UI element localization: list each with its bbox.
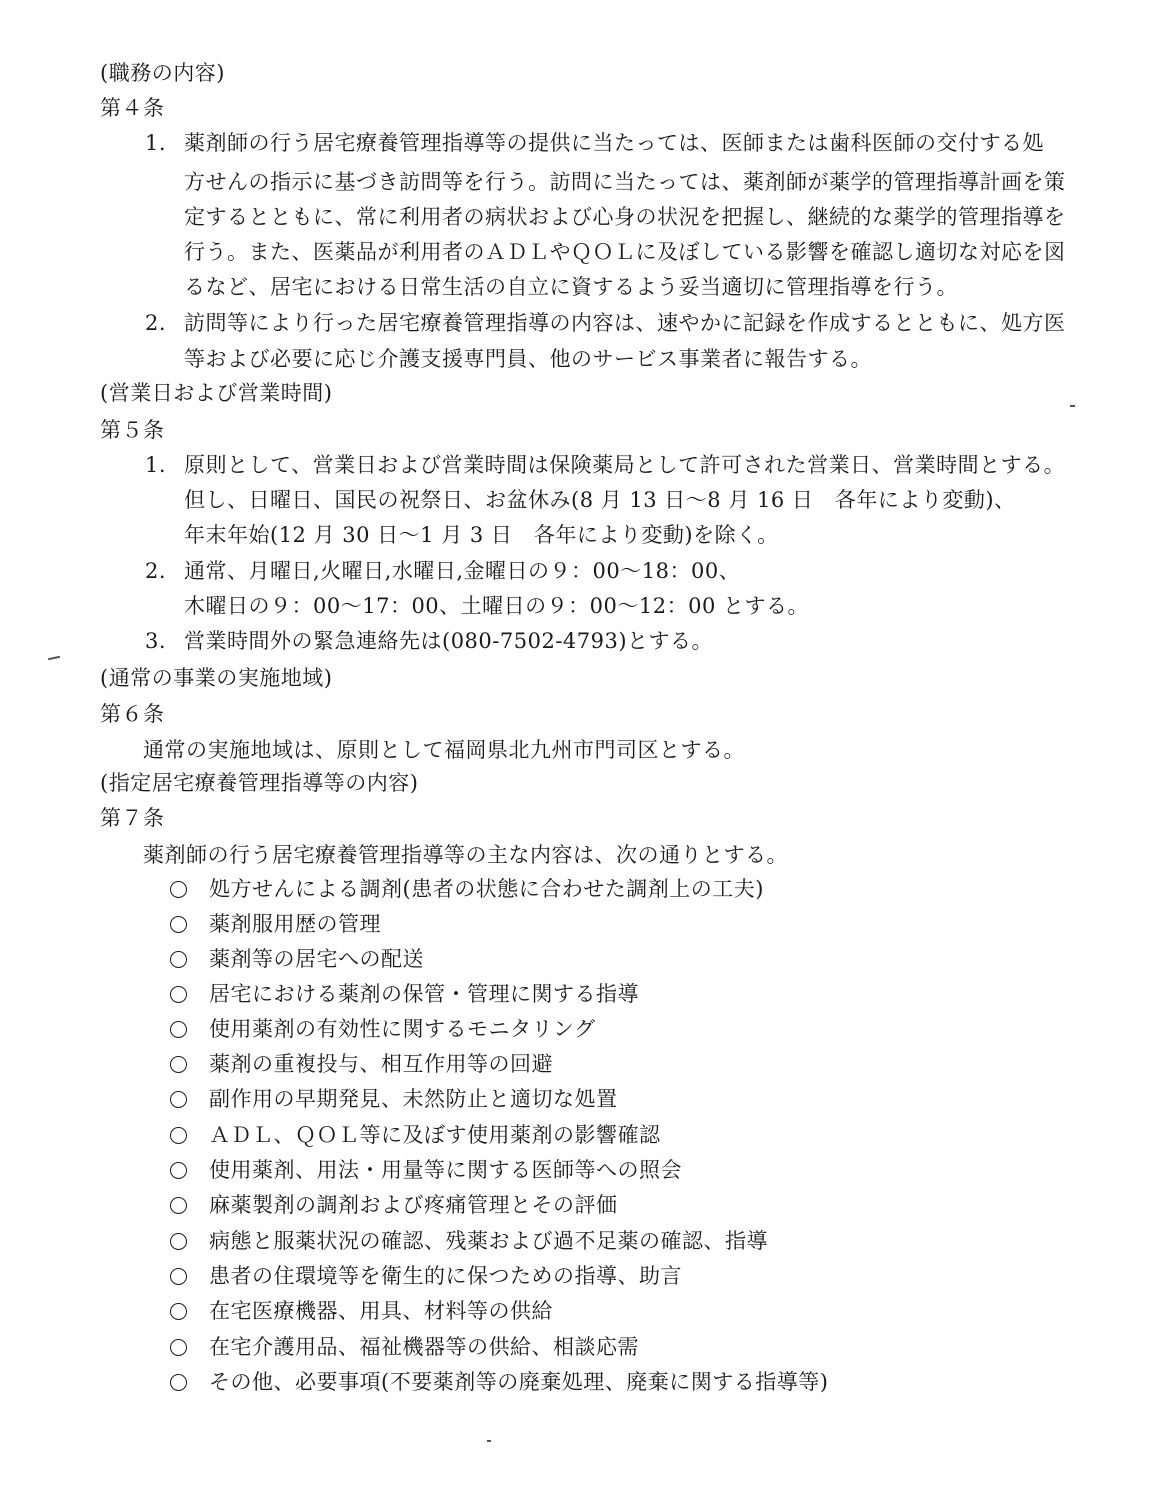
circle-bullet-icon [170, 881, 187, 898]
circle-bullet-icon [170, 986, 187, 1003]
article5-heading: (営業日および営業時間) [100, 381, 333, 405]
list-item: 使用薬剤の有効性に関するモニタリング [209, 1017, 596, 1041]
article4-item1-line1: 薬剤師の行う居宅療養管理指導等の提供に当たっては、医師または歯科医師の交付する処 [184, 131, 1044, 155]
circle-bullet-icon [170, 1303, 187, 1320]
list-item: ＡＤＬ、ＱＯＬ等に及ぼす使用薬剤の影響確認 [209, 1123, 661, 1147]
list-item: 副作用の早期発見、未然防止と適切な処置 [209, 1087, 618, 1111]
list-item: 使用薬剤、用法・用量等に関する医師等への照会 [209, 1158, 682, 1182]
scan-speck [48, 656, 60, 660]
list-item: 在宅介護用品、福祉機器等の供給、相談応需 [209, 1335, 639, 1359]
article4-number: 第４条 [100, 96, 165, 120]
article4-item2-number: 2. [145, 311, 167, 335]
article5-item2-line2: 木曜日の９：00～17：00、土曜日の９：00～12：00 とする。 [184, 594, 810, 618]
article5-item2-number: 2. [145, 559, 167, 583]
article4-item2-line1: 訪問等により行った居宅療養管理指導の内容は、速やかに記録を作成するとともに、処方医 [184, 311, 1066, 335]
article5-item1-line3: 年末年始(12 月 30 日～1 月 3 日 各年により変動)を除く。 [184, 523, 779, 547]
article7-heading: (指定居宅療養管理指導等の内容) [100, 771, 419, 795]
circle-bullet-icon [170, 916, 187, 933]
list-item: 薬剤の重複投与、相互作用等の回避 [209, 1052, 553, 1076]
circle-bullet-icon [170, 1233, 187, 1250]
article4-item1-line2: 方せんの指示に基づき訪問等を行う。訪問に当たっては、薬剤師が薬学的管理指導計画を策 [184, 170, 1066, 194]
article6-number: 第６条 [100, 702, 165, 726]
circle-bullet-icon [170, 1268, 187, 1285]
list-item: 在宅医療機器、用具、材料等の供給 [209, 1299, 553, 1323]
article5-item2-line1: 通常、月曜日,火曜日,水曜日,金曜日の９：00～18：00、 [184, 559, 741, 583]
circle-bullet-icon [170, 1021, 187, 1038]
article4-item2-line2: 等および必要に応じ介護支援専門員、他のサービス事業者に報告する。 [184, 347, 872, 371]
circle-bullet-icon [170, 1197, 187, 1214]
article4-item1-number: 1. [145, 131, 167, 155]
article5-item1-line2: 但し、日曜日、国民の祝祭日、お盆休み(8 月 13 日～8 月 16 日 各年により変動)、 [184, 488, 1016, 512]
list-item: 薬剤等の居宅への配送 [209, 947, 424, 971]
article4-item1-line5: るなど、居宅における日常生活の自立に資するよう妥当適切に管理指導を行う。 [184, 275, 958, 299]
article4-item1-line3: 定するとともに、常に利用者の病状および心身の状況を把握し、継続的な薬学的管理指導を [184, 205, 1066, 229]
circle-bullet-icon [170, 1056, 187, 1073]
article6-heading: (通常の事業の実施地域) [100, 666, 333, 690]
article7-intro: 薬剤師の行う居宅療養管理指導等の主な内容は、次の通りとする。 [143, 843, 788, 867]
article7-number: 第７条 [100, 806, 165, 830]
article6-body: 通常の実施地域は、原則として福岡県北九州市門司区とする。 [143, 738, 745, 762]
circle-bullet-icon [170, 1339, 187, 1356]
article4-item1-line4: 行う。また、医薬品が利用者のＡＤＬやＱＯＬに及ぼしている影響を確認し適切な対応を図 [184, 240, 1066, 264]
article5-item3-number: 3. [145, 629, 167, 653]
list-item: その他、必要事項(不要薬剤等の廃棄処理、廃棄に関する指導等) [209, 1370, 829, 1394]
article5-number: 第５条 [100, 418, 165, 442]
list-item: 処方せんによる調剤(患者の状態に合わせた調剤上の工夫) [209, 877, 764, 901]
article5-item1-number: 1. [145, 453, 167, 477]
list-item: 病態と服薬状況の確認、残薬および過不足薬の確認、指導 [209, 1229, 768, 1253]
circle-bullet-icon [170, 951, 187, 968]
scan-speck [1070, 405, 1075, 407]
article5-item3-line1: 営業時間外の緊急連絡先は(080-7502-4793)とする。 [184, 629, 714, 653]
circle-bullet-icon [170, 1162, 187, 1179]
list-item: 居宅における薬剤の保管・管理に関する指導 [209, 982, 639, 1006]
article5-item1-line1: 原則として、営業日および営業時間は保険薬局として許可された営業日、営業時間とする。 [184, 453, 1066, 477]
scan-speck [487, 1440, 491, 1442]
list-item: 薬剤服用歴の管理 [209, 912, 381, 936]
list-item: 患者の住環境等を衛生的に保つための指導、助言 [209, 1264, 682, 1288]
circle-bullet-icon [170, 1127, 187, 1144]
list-item: 麻薬製剤の調剤および疼痛管理とその評価 [209, 1193, 618, 1217]
circle-bullet-icon [170, 1091, 187, 1108]
article4-heading: (職務の内容) [100, 61, 225, 85]
circle-bullet-icon [170, 1374, 187, 1391]
